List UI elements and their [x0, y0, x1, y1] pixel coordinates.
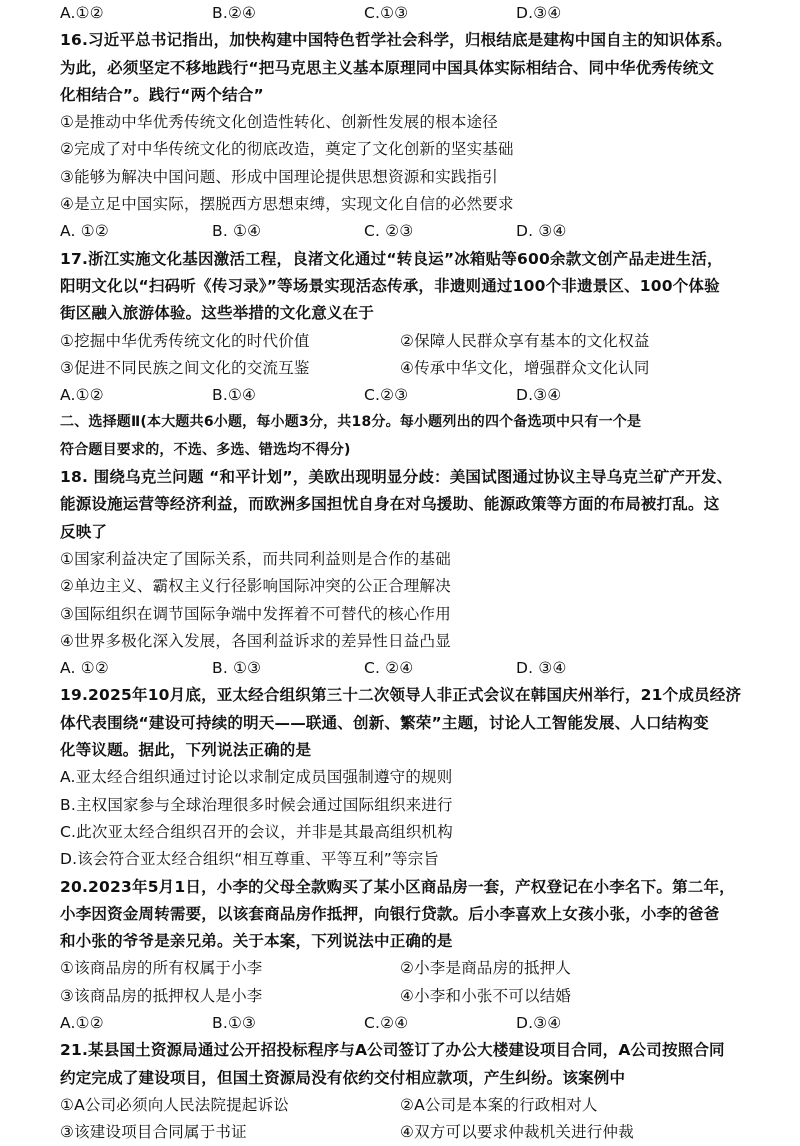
question-stem: 21.某县国土资源局通过公开招投标程序与A公司签订了办公大楼建设项目合同，A公司按照合同: [60, 1041, 725, 1060]
question-stem: 化等议题。据此，下列说法正确的是: [60, 741, 312, 760]
answer-options: [60, 1010, 760, 1037]
question-stem: 能源设施运营等经济利益，而欧洲多国担忧自身在对乌援助、能源政策等方面的布局被打乱。这: [60, 495, 720, 514]
statement-item: ①挖掘中华优秀传统文化的时代价值: [60, 331, 310, 350]
question-17: [60, 246, 760, 410]
statement-item: ①该商品房的所有权属于小李: [60, 959, 263, 978]
section-note: 符合题目要求的，不选、多选、错选均不得分): [60, 441, 351, 458]
question-stem: 小李因资金周转需要，以该套商品房作抵押，向银行贷款。后小李喜欢上女孩小张，小李的爸爸: [60, 904, 720, 923]
statement-item: ③该建设项目合同属于书证: [60, 1123, 247, 1142]
question-stem: 反映了: [60, 522, 108, 541]
option-c: C.①③: [364, 4, 409, 22]
q15-options: [60, 0, 760, 27]
statement-row: [60, 355, 760, 382]
question-stem: 街区融入旅游体验。这些举措的文化意义在于: [60, 304, 375, 323]
option-b: B.①④: [212, 386, 257, 405]
option-d: D.③④: [516, 4, 562, 22]
section-header: [60, 409, 760, 464]
question-stem: 约定完成了建设项目，但国土资源局没有依约交付相应款项，产生纠纷。该案例中: [60, 1068, 626, 1087]
statement-item: ④传承中华文化，增强群众文化认同: [400, 358, 650, 377]
option-a: A.①②: [60, 386, 104, 405]
answer-options: [60, 382, 760, 409]
question-stem: 16.习近平总书记指出，加快构建中国特色哲学社会科学，归根结底是建构中国自主的知识体系。: [60, 31, 732, 50]
statement-item: ①国家利益决定了国际关系，而共同利益则是合作的基础: [60, 549, 451, 568]
option-b: B.②④: [212, 4, 257, 22]
option-c: C. ②④: [364, 659, 414, 678]
question-stem: 20.2023年5月1日，小李的父母全款购买了某小区商品房一套，产权登记在小李名下。第二年，: [60, 877, 735, 896]
statement-item: ②保障人民群众享有基本的文化权益: [400, 331, 650, 350]
option-c: C. ②③: [364, 222, 414, 241]
question-16: [60, 27, 760, 245]
question-stem: 17.浙江实施文化基因激活工程，良渚文化通过“转良运”冰箱贴等600余款文创产品走进生活，: [60, 249, 723, 268]
statement-row: [60, 1119, 760, 1146]
option-d: D. ③④: [516, 659, 567, 678]
statement-item: ③国际组织在调节国际争端中发挥着不可替代的核心作用: [60, 604, 451, 623]
choice-d: D.该会符合亚太经合组织“相互尊重、平等互利”等宗旨: [60, 850, 440, 869]
choice-c: C.此次亚太经合组织召开的会议，并非是其最高组织机构: [60, 822, 453, 841]
option-d: D. ③④: [516, 222, 567, 241]
question-stem: 为此，必须坚定不移地践行“把马克思主义基本原理同中国具体实际相结合、同中华优秀传统文: [60, 58, 715, 77]
question-stem: 体代表围绕“建设可持续的明天——联通、创新、繁荣”主题，讨论人工智能发展、人口结构变: [60, 713, 709, 732]
question-stem: 18. 围绕乌克兰问题 “和平计划”，美欧出现明显分歧：美国试图通过协议主导乌克兰矿产开发、: [60, 468, 733, 487]
question-21: [60, 1037, 760, 1146]
choice-a: A.亚太经合组织通过讨论以求制定成员国强制遵守的规则: [60, 768, 453, 787]
statement-item: ③能够为解决中国问题、形成中国理论提供思想资源和实践指引: [60, 167, 498, 186]
question-20: [60, 874, 760, 1038]
statement-item: ④是立足中国实际，摆脱西方思想束缚，实现文化自信的必然要求: [60, 195, 514, 214]
question-stem: 阳明文化以“扫码听《传习录》”等场景实现活态传承，非遗则通过100个非遗景区、100个体验: [60, 276, 720, 295]
question-19: [60, 682, 760, 873]
answer-options: [60, 218, 760, 245]
section-title: 二、选择题Ⅱ(本大题共6小题，每小题3分，共18分。每小题列出的四个备选项中只有一个是: [60, 414, 642, 431]
option-a: A. ①②: [60, 659, 109, 678]
statement-item: ③该商品房的抵押权人是小李: [60, 986, 263, 1005]
question-stem: 和小张的爷爷是亲兄弟。关于本案，下列说法中正确的是: [60, 932, 453, 951]
option-a: A.①②: [60, 4, 104, 22]
option-b: B. ①④: [212, 222, 262, 241]
option-c: C.②④: [364, 1013, 409, 1032]
answer-options: [60, 655, 760, 682]
statement-item: ①是推动中华优秀传统文化创造性转化、创新性发展的根本途径: [60, 113, 498, 132]
question-stem: 19.2025年10月底，亚太经合组织第三十二次领导人非正式会议在韩国庆州举行，21个成员经济: [60, 686, 742, 705]
option-d: D.③④: [516, 1013, 562, 1032]
statement-row: [60, 328, 760, 355]
question-18: [60, 464, 760, 682]
statement-item: ②单边主义、霸权主义行径影响国际冲突的公正合理解决: [60, 577, 451, 596]
option-a: A. ①②: [60, 222, 109, 241]
option-b: B. ①③: [212, 659, 262, 678]
statement-item: ②A公司是本案的行政相对人: [400, 1095, 598, 1114]
question-stem: 化相结合”。践行“两个结合”: [60, 85, 264, 104]
statement-item: ③促进不同民族之间文化的交流互鉴: [60, 358, 310, 377]
option-b: B.①③: [212, 1013, 257, 1032]
statement-row: [60, 955, 760, 982]
statement-item: ④双方可以要求仲裁机关进行仲裁: [400, 1123, 634, 1142]
statement-item: ①A公司必须向人民法院提起诉讼: [60, 1095, 289, 1114]
statement-item: ②完成了对中华传统文化的彻底改造，奠定了文化创新的坚实基础: [60, 140, 514, 159]
statement-item: ④小李和小张不可以结婚: [400, 986, 572, 1005]
statement-item: ②小李是商品房的抵押人: [400, 959, 572, 978]
statement-row: [60, 983, 760, 1010]
statement-row: [60, 1092, 760, 1119]
option-c: C.②③: [364, 386, 409, 405]
statement-item: ④世界多极化深入发展，各国利益诉求的差异性日益凸显: [60, 631, 451, 650]
choice-b: B.主权国家参与全球治理很多时候会通过国际组织来进行: [60, 795, 453, 814]
option-d: D.③④: [516, 386, 562, 405]
option-a: A.①②: [60, 1013, 104, 1032]
